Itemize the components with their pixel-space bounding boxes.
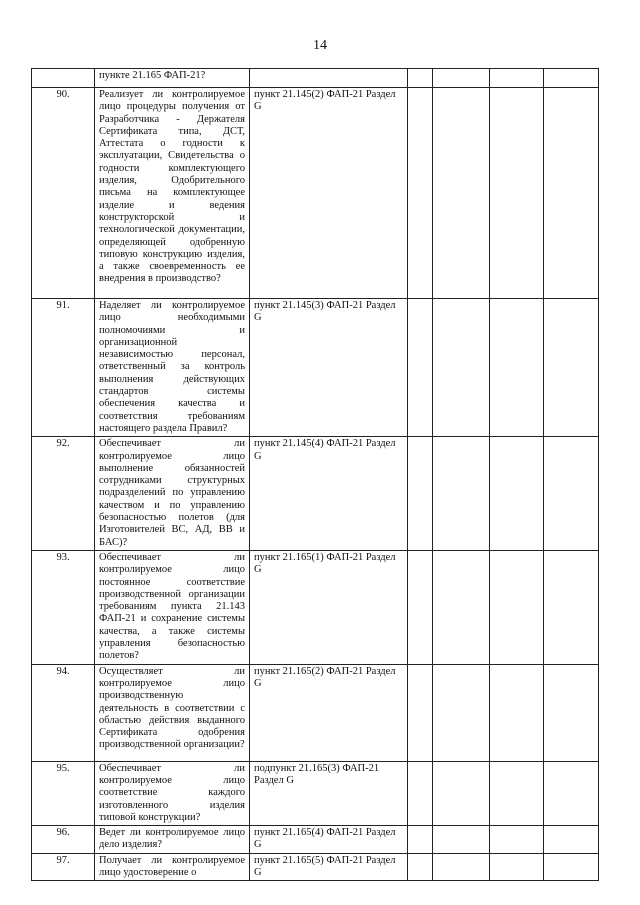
legal-reference: подпункт 21.165(3) ФАП-21 Раздел G xyxy=(250,761,408,825)
question-text: Наделяет ли контролируемое лицо необходимыми полномочиями и организационной независимостью персонал, ответственный за контроль выполнения действующих стандартов системы обеспечения качества и соответствия требованиям настоящего раздела Правил? xyxy=(95,299,250,437)
answer-cell xyxy=(408,664,433,761)
answer-cell xyxy=(433,550,490,664)
legal-reference: пункт 21.165(5) ФАП-21 Раздел G xyxy=(250,853,408,881)
question-text: Обеспечивает ли контролируемое лицо выполнение обязанностей сотрудниками структурных подразделений по управлению качеством и по управлению безопасностью полетов (для Изготовителей ВС, АД, ВВ и БАС)? xyxy=(95,437,250,551)
answer-cell xyxy=(433,69,490,88)
answer-cell xyxy=(544,853,599,881)
answer-cell xyxy=(433,761,490,825)
row-number xyxy=(32,69,95,88)
answer-cell xyxy=(490,761,544,825)
row-number: 90. xyxy=(32,88,95,299)
legal-reference: пункт 21.165(2) ФАП-21 Раздел G xyxy=(250,664,408,761)
question-text: Получает ли контролируемое лицо удостоверение о xyxy=(95,853,250,881)
answer-cell xyxy=(490,550,544,664)
answer-cell xyxy=(408,826,433,854)
answer-cell xyxy=(544,88,599,299)
question-text: пункте 21.165 ФАП-21? xyxy=(95,69,250,88)
answer-cell xyxy=(490,88,544,299)
answer-cell xyxy=(408,69,433,88)
legal-reference: пункт 21.145(4) ФАП-21 Раздел G xyxy=(250,437,408,551)
answer-cell xyxy=(408,299,433,437)
answer-cell xyxy=(490,853,544,881)
row-number: 92. xyxy=(32,437,95,551)
answer-cell xyxy=(408,88,433,299)
answer-cell xyxy=(544,69,599,88)
answer-cell xyxy=(433,299,490,437)
legal-reference: пункт 21.145(2) ФАП-21 Раздел G xyxy=(250,88,408,299)
answer-cell xyxy=(544,550,599,664)
answer-cell xyxy=(490,664,544,761)
question-text: Ведет ли контролируемое лицо дело изделия? xyxy=(95,826,250,854)
answer-cell xyxy=(408,437,433,551)
question-text: Реализует ли контролируемое лицо процедуры получения от Разработчика - Держателя Сертификата типа, ДСТ, Аттестата о годности к эксплуатации, Свидетельства о годности комплектующего изделия, Одобрительного письма на комплектующее изделие и ведения конструкторской и технологической документации, определяющей одобренную типовую конструкцию изделия, а также своевременность ее внедрения в производство? xyxy=(95,88,250,299)
answer-cell xyxy=(408,761,433,825)
answer-cell xyxy=(490,299,544,437)
table-row xyxy=(32,664,599,761)
answer-cell xyxy=(490,69,544,88)
checklist-table xyxy=(31,68,599,881)
answer-cell xyxy=(490,826,544,854)
legal-reference: пункт 21.165(4) ФАП-21 Раздел G xyxy=(250,826,408,854)
row-number: 95. xyxy=(32,761,95,825)
question-text: Обеспечивает ли контролируемое лицо постоянное соответствие производственной организации требованиям пункта 21.143 ФАП-21 и сохранение системы качества, а также системы управления безопасностью полетов? xyxy=(95,550,250,664)
table-row xyxy=(32,437,599,551)
row-number: 97. xyxy=(32,853,95,881)
answer-cell xyxy=(408,550,433,664)
answer-cell xyxy=(433,853,490,881)
table-row xyxy=(32,826,599,854)
answer-cell xyxy=(544,664,599,761)
answer-cell xyxy=(408,853,433,881)
answer-cell xyxy=(544,437,599,551)
answer-cell xyxy=(490,437,544,551)
answer-cell xyxy=(544,299,599,437)
row-number: 96. xyxy=(32,826,95,854)
table-row xyxy=(32,88,599,299)
table-row xyxy=(32,299,599,437)
row-number: 93. xyxy=(32,550,95,664)
row-number: 94. xyxy=(32,664,95,761)
table-row xyxy=(32,761,599,825)
legal-reference: пункт 21.145(3) ФАП-21 Раздел G xyxy=(250,299,408,437)
question-text: Осуществляет ли контролируемое лицо производственную деятельность в соответствии с областью действия выданного Сертификата одобрения производственной организации? xyxy=(95,664,250,761)
answer-cell xyxy=(433,664,490,761)
legal-reference xyxy=(250,69,408,88)
table-row xyxy=(32,853,599,881)
answer-cell xyxy=(544,761,599,825)
answer-cell xyxy=(544,826,599,854)
question-text: Обеспечивает ли контролируемое лицо соответствие каждого изготовленного изделия типовой конструкции? xyxy=(95,761,250,825)
table-row xyxy=(32,550,599,664)
answer-cell xyxy=(433,437,490,551)
answer-cell xyxy=(433,88,490,299)
table-row xyxy=(32,69,599,88)
page-number: 14 xyxy=(313,38,327,53)
row-number: 91. xyxy=(32,299,95,437)
answer-cell xyxy=(433,826,490,854)
legal-reference: пункт 21.165(1) ФАП-21 Раздел G xyxy=(250,550,408,664)
